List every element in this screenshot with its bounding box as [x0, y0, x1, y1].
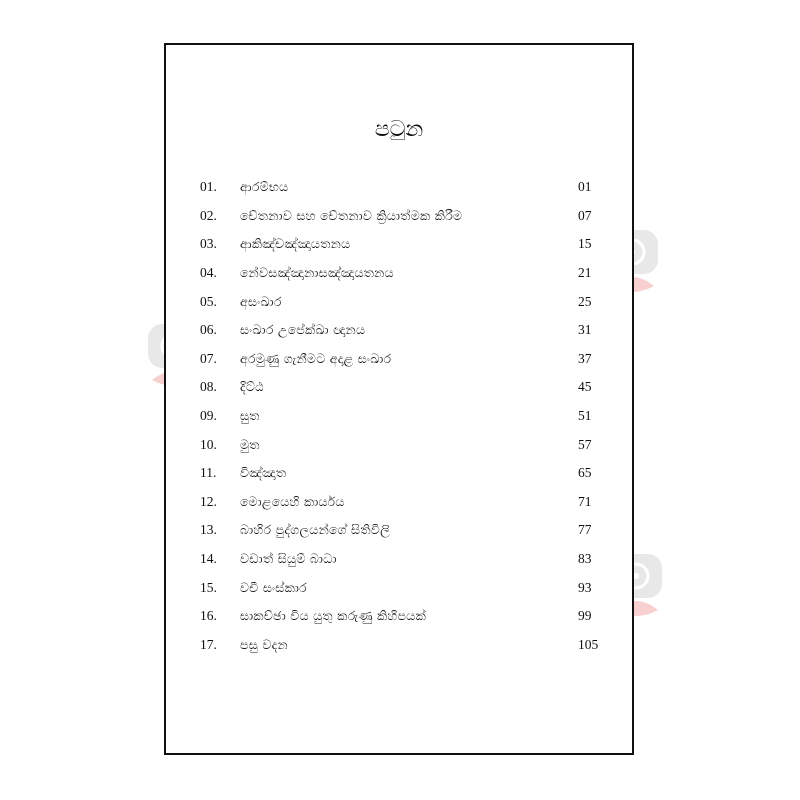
entry-page-number: 105 [578, 636, 599, 652]
entry-title: පසු වදන [240, 636, 288, 652]
entry-page-number: 99 [578, 608, 592, 624]
entry-number: 09. [200, 408, 217, 424]
entry-number: 13. [200, 522, 217, 538]
toc-entry [200, 459, 620, 488]
entry-title: චේතනාව සහ චේතනාව ක්‍රියාත්මක කිරීම [240, 207, 463, 223]
entry-title: වඩාත් සියුම් බාධා [240, 551, 337, 567]
table-of-contents [200, 173, 620, 659]
entry-number: 07. [200, 350, 217, 366]
entry-title: දිට්ඨ [240, 379, 264, 395]
toc-entry [200, 545, 620, 574]
entry-title: බාහිර පුද්ගලයන්ගේ සිතිවිලි [240, 522, 390, 538]
entry-title: වචී සංස්කාර [240, 579, 308, 595]
entry-page-number: 83 [578, 551, 592, 567]
entry-page-number: 37 [578, 350, 592, 366]
toc-entry [200, 488, 620, 517]
entry-title: සුත [240, 408, 260, 424]
entry-number: 02. [200, 207, 217, 223]
toc-entry [200, 516, 620, 545]
entry-title: සංඛාර උපේක්ඛා ඥානය [240, 322, 366, 338]
entry-page-number: 07 [578, 207, 592, 223]
toc-entry [200, 430, 620, 459]
toc-entry [200, 345, 620, 374]
entry-number: 12. [200, 493, 217, 509]
entry-title: විඤ්ඤාත [240, 465, 287, 481]
toc-entry [200, 173, 620, 202]
entry-number: 15. [200, 579, 217, 595]
entry-page-number: 21 [578, 265, 592, 281]
entry-number: 01. [200, 179, 217, 195]
entry-title: සාකච්ඡා විය යුතු කරුණු කිහිපයක් [240, 608, 427, 624]
entry-title: අසංඛාර [240, 293, 282, 309]
entry-title: ආරම්භය [240, 179, 289, 195]
contents-page [164, 43, 634, 755]
entry-number: 06. [200, 322, 217, 338]
entry-page-number: 71 [578, 493, 592, 509]
entry-number: 08. [200, 379, 217, 395]
entry-number: 11. [200, 465, 217, 481]
toc-entry [200, 316, 620, 345]
entry-number: 05. [200, 293, 217, 309]
entry-number: 04. [200, 265, 217, 281]
entry-page-number: 93 [578, 579, 592, 595]
toc-entry [200, 602, 620, 631]
toc-entry [200, 373, 620, 402]
page-title: පටුන [374, 117, 424, 142]
entry-number: 03. [200, 236, 217, 252]
entry-title: නේවසඤ්ඤානාසඤ්ඤායතනය [240, 265, 394, 281]
entry-number: 14. [200, 551, 217, 567]
entry-number: 10. [200, 436, 217, 452]
entry-title: ආකිඤ්චඤ්ඤායතනය [240, 236, 351, 252]
entry-page-number: 51 [578, 408, 592, 424]
entry-title: මොළයෙහි කාර්යය [240, 493, 345, 509]
entry-page-number: 65 [578, 465, 592, 481]
entry-title: මුත [240, 436, 260, 452]
entry-page-number: 15 [578, 236, 592, 252]
entry-page-number: 77 [578, 522, 592, 538]
entry-page-number: 31 [578, 322, 592, 338]
entry-title: අරමුණු ගැනීමට අදාළ සංඛාර [240, 350, 392, 366]
entry-page-number: 01 [578, 179, 592, 195]
toc-entry [200, 287, 620, 316]
entry-page-number: 57 [578, 436, 592, 452]
entry-number: 16. [200, 608, 217, 624]
toc-entry [200, 230, 620, 259]
toc-entry [200, 631, 620, 660]
toc-entry [200, 259, 620, 288]
toc-entry [200, 402, 620, 431]
toc-entry [200, 202, 620, 231]
toc-entry [200, 573, 620, 602]
entry-page-number: 25 [578, 293, 592, 309]
entry-page-number: 45 [578, 379, 592, 395]
entry-number: 17. [200, 636, 217, 652]
